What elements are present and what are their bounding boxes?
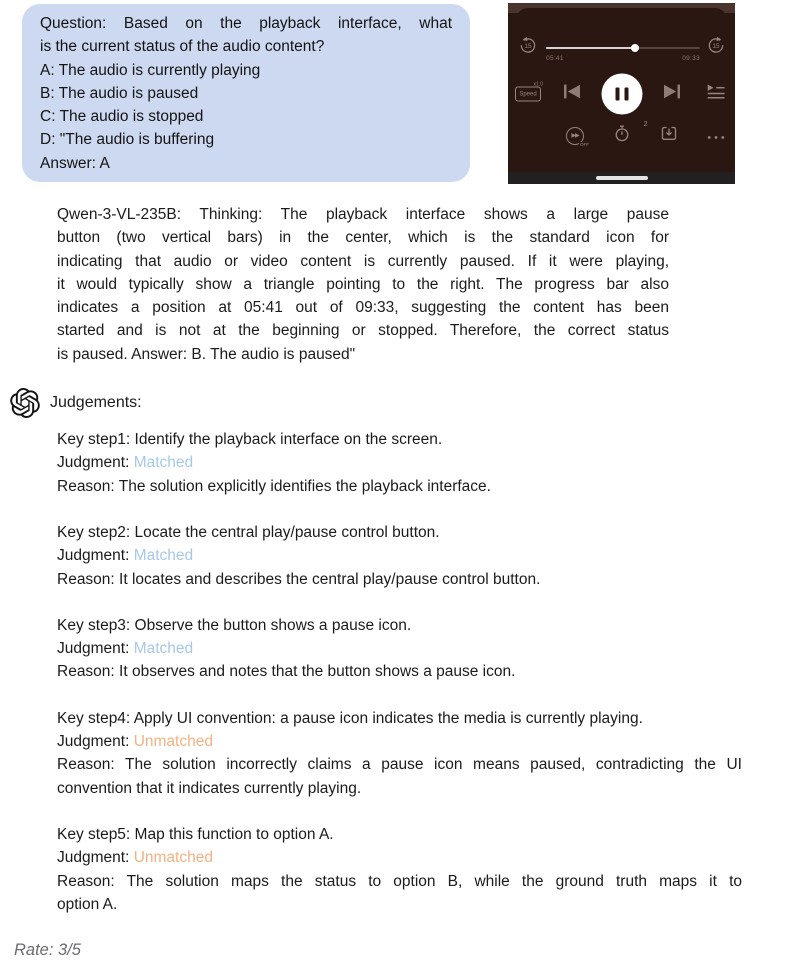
judgements-title: Judgements: — [50, 394, 142, 412]
judgement-step-5 — [57, 823, 742, 916]
speed-value: x1.0 — [533, 81, 543, 88]
option-b: B: The audio is paused — [40, 84, 199, 102]
timer-icon — [615, 125, 630, 142]
model-response-line: Qwen-3-VL-235B: Thinking: The playback interface shows a large pause — [57, 206, 669, 223]
judgement-step-3 — [57, 614, 742, 684]
step-judgment: Judgment: Matched — [57, 547, 194, 565]
judgment-value-matched: Matched — [133, 640, 194, 658]
question-card — [22, 4, 470, 182]
progress-bar[interactable] — [546, 47, 700, 49]
step-key: Key step2: Locate the central play/pause control button. — [57, 523, 440, 541]
more-button[interactable] — [707, 127, 725, 145]
model-response-line: started and is not at the beginning or stopped. Therefore, the correct status — [57, 322, 669, 340]
speed-label: Speed — [519, 91, 537, 97]
loop-off-label: OFF — [580, 142, 589, 147]
judgement-step-1 — [57, 428, 742, 498]
model-response-line: indicates a position at 05:41 out of 09:33, suggesting the content has been — [57, 299, 669, 317]
judgement-steps — [57, 428, 742, 916]
audio-player-screenshot — [508, 3, 735, 184]
step-judgment: Judgment: Matched — [57, 454, 194, 472]
sleep-timer-button[interactable] — [615, 125, 630, 147]
step-judgment: Judgment: Unmatched — [57, 733, 213, 751]
judgment-value-unmatched: Unmatched — [133, 849, 213, 867]
judgements-header — [10, 388, 797, 418]
judgment-value-matched: Matched — [133, 547, 194, 565]
home-indicator[interactable] — [596, 176, 648, 180]
current-time: 05:41 — [546, 55, 564, 62]
like-count: 2 — [643, 121, 648, 128]
time-labels — [546, 55, 700, 62]
openai-logo-icon — [10, 388, 40, 418]
option-c: C: The audio is stopped — [40, 108, 204, 126]
rate-label: Rate: 3/5 — [14, 941, 81, 959]
model-response-line: button (two vertical bars) in the center, which is the standard icon for — [57, 229, 669, 247]
step-reason: convention that it indicates currently playing. — [57, 779, 362, 797]
loop-off-icon: ▶▶ OFF — [566, 127, 584, 145]
step-reason: option A. — [57, 895, 118, 913]
progress-fill — [546, 47, 635, 49]
step-reason: Reason: It locates and describes the central play/pause control button. — [57, 570, 541, 588]
step-judgment: Judgment: Matched — [57, 640, 194, 658]
judgement-step-4 — [57, 707, 742, 800]
next-track-icon — [664, 84, 681, 99]
progress-handle[interactable] — [631, 44, 639, 52]
play-queue-icon — [707, 84, 726, 100]
skip-back-label: 15 — [524, 42, 532, 50]
step-key: Key step3: Observe the button shows a pause icon. — [57, 616, 412, 634]
step-key: Key step4: Apply UI convention: a pause icon indicates the media is currently playing. — [57, 709, 643, 727]
model-response-line: is paused. Answer: B. The audio is paused" — [57, 345, 356, 363]
download-icon — [661, 126, 677, 141]
previous-track-icon — [564, 84, 581, 99]
answer-line: Answer: A — [40, 154, 110, 172]
pause-icon — [616, 88, 620, 101]
judgement-step-2 — [57, 521, 742, 591]
judgment-value-unmatched: Unmatched — [133, 733, 213, 751]
skip-back-15-button[interactable] — [519, 36, 538, 60]
pause-button[interactable] — [602, 74, 643, 115]
queue-button[interactable] — [707, 84, 726, 105]
question-line: is the current status of the audio content? — [40, 38, 325, 56]
option-d: D: "The audio is buffering — [40, 131, 215, 149]
step-reason: Reason: The solution incorrectly claims a pause icon means paused, contradicting the UI — [57, 756, 742, 774]
model-response-paragraph — [57, 203, 669, 366]
download-button[interactable] — [661, 126, 677, 146]
question-line: Question: Based on the playback interface, what — [40, 15, 452, 32]
step-judgment: Judgment: Unmatched — [57, 849, 213, 867]
model-response-line: indicating that audio or video content is currently paused. If it were playing, — [57, 252, 669, 270]
judgment-value-matched: Matched — [133, 454, 194, 472]
more-icon — [707, 135, 725, 140]
skip-forward-15-button[interactable] — [707, 36, 726, 60]
step-reason: Reason: The solution maps the status to option B, while the ground truth maps it to — [57, 872, 742, 890]
model-response-line: it would typically show a triangle pointing to the right. The progress bar also — [57, 275, 669, 293]
total-time: 09:33 — [682, 55, 700, 62]
skip-forward-label: 15 — [712, 42, 720, 50]
home-bar — [508, 172, 735, 184]
option-a: A: The audio is currently playing — [40, 61, 261, 79]
step-reason: Reason: It observes and notes that the button shows a pause icon. — [57, 663, 516, 681]
next-track-button[interactable] — [664, 84, 681, 104]
step-reason: Reason: The solution explicitly identifies the playback interface. — [57, 477, 491, 495]
step-key: Key step1: Identify the playback interface on the screen. — [57, 431, 443, 449]
step-key: Key step5: Map this function to option A. — [57, 825, 334, 843]
loop-button[interactable] — [566, 127, 589, 147]
speed-button[interactable] — [515, 81, 543, 102]
previous-track-button[interactable] — [564, 84, 581, 104]
